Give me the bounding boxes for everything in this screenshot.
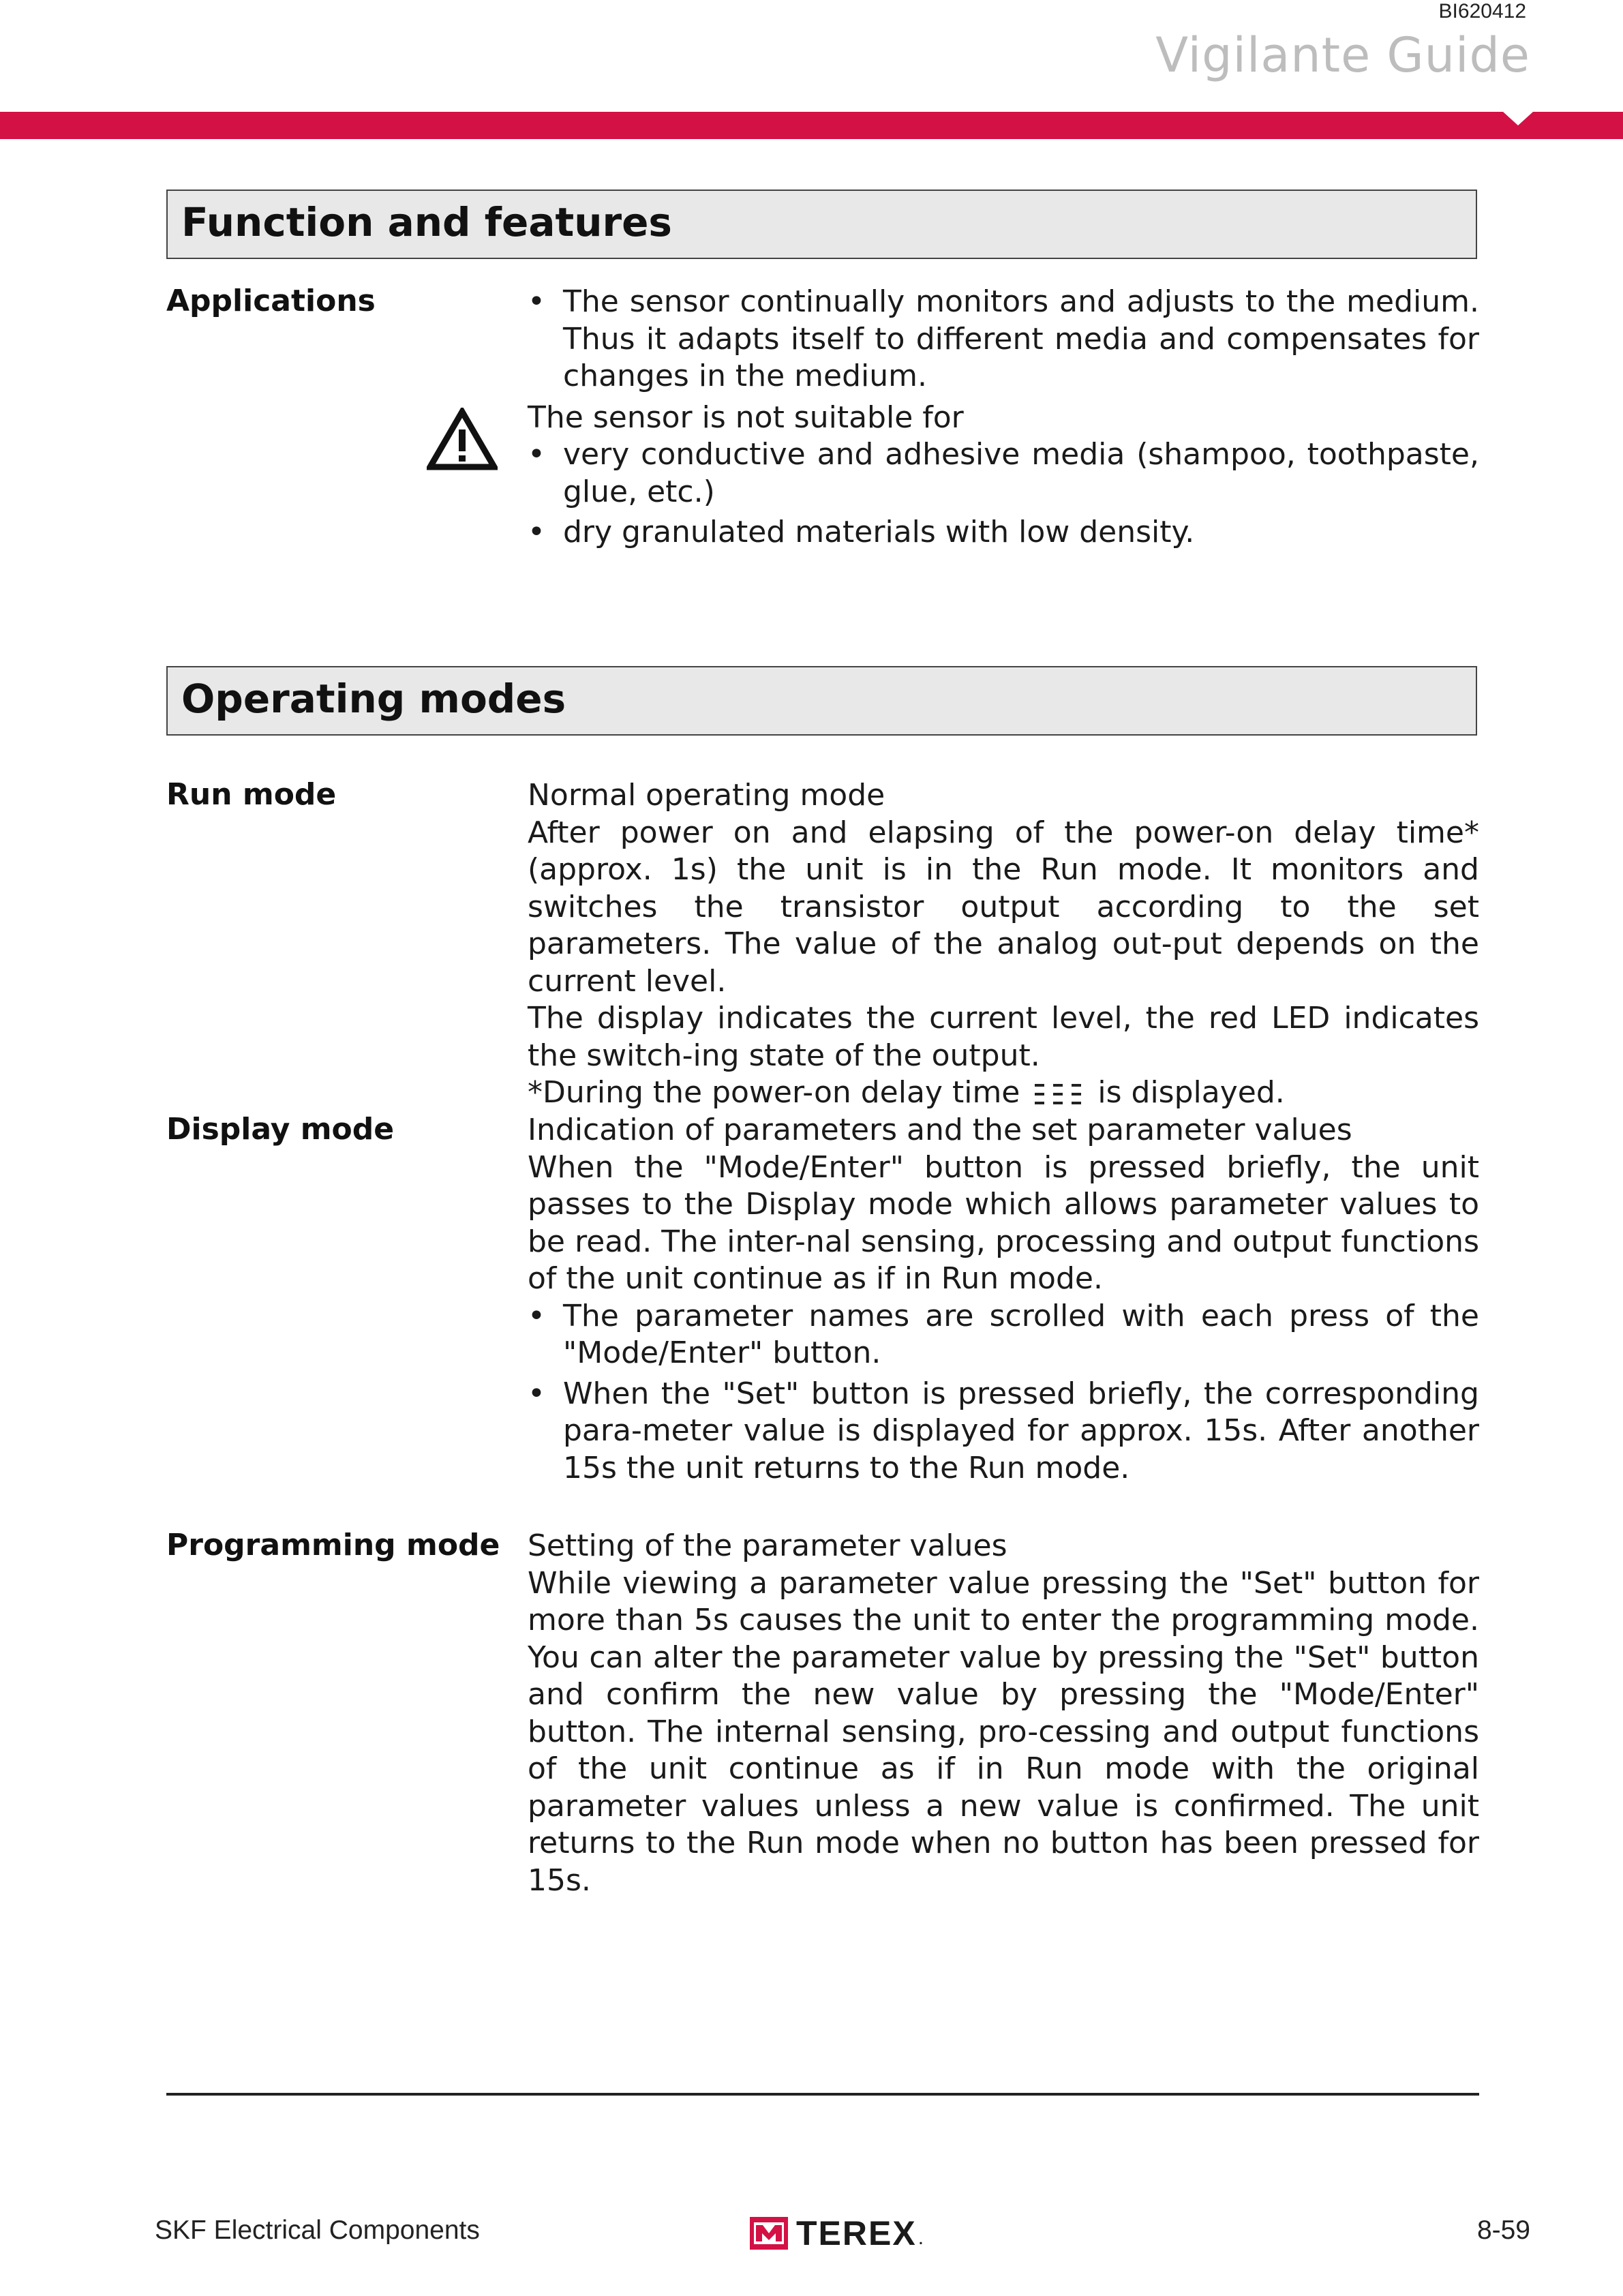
display-mode-body <box>528 1112 1479 1487</box>
run-mode-para1: After power on and elapsing of the power-on delay time* (approx. 1s) the unit is in the Run mode. It monitors and switches the transistor output according to the set parameters. The value of the analog out-put depends on the current level. <box>528 815 1479 999</box>
run-mode-label: Run mode <box>166 777 337 812</box>
list-item <box>528 514 1479 552</box>
terex-logo <box>750 2214 924 2252</box>
display-mode-label: Display mode <box>166 1112 395 1147</box>
applications-list-1 <box>528 284 1479 395</box>
applications-list-2 <box>528 436 1479 552</box>
section-heading-text: Function and features <box>181 199 672 245</box>
header-accent-bar <box>0 112 1623 139</box>
page-number: 8-59 <box>1476 2216 1530 2245</box>
programming-mode-para1: While viewing a parameter value pressing the "Set" button for more than 5s causes the unit to enter the programming mode. You can alter the parameter value by pressing the "Set" button and confirm the new value by pressing the "Mode/Enter" button. The internal sensing, pro-cessing and output functions of the unit continue as if in Run mode with the original parameter values unless a new value is confirmed. The unit returns to the Run mode when no button has been pressed for 15s. <box>528 1565 1479 1898</box>
terex-crane-logo-icon <box>750 2217 788 2250</box>
applications-body <box>528 284 1479 552</box>
programming-mode-label: Programming mode <box>166 1528 500 1562</box>
display-mode-subtitle: Indication of parameters and the set parameter values <box>528 1113 1352 1147</box>
list-item-text: The sensor continually monitors and adjusts to the medium. Thus it adapts itself to different media and compensates for changes in the medium. <box>563 284 1479 393</box>
applications-label: Applications <box>166 284 376 318</box>
section-heading-function <box>166 190 1477 259</box>
display-mode-para1: When the "Mode/Enter" button is pressed briefly, the unit passes to the Display mode which allows parameter values to be read. The inter-nal sensing, processing and output functions of the unit continue as if in Run mode. <box>528 1149 1479 1296</box>
bullet-marker: • <box>528 284 545 319</box>
list-item-text: very conductive and adhesive media (shampoo, toothpaste, glue, etc.) <box>563 437 1479 509</box>
list-item-text: When the "Set" button is pressed briefly, the corresponding para-meter value is displayed for approx. 15s. After another 15s the unit returns to the Run mode. <box>563 1376 1479 1485</box>
run-mode-footnote <box>528 1074 1479 1112</box>
footer-rule <box>166 2093 1479 2096</box>
footnote-text-before: *During the power-on delay time <box>528 1075 1020 1110</box>
bullet-marker: • <box>528 1298 545 1333</box>
bullet-marker: • <box>528 437 545 472</box>
footer-company: SKF Electrical Components <box>155 2216 480 2245</box>
logo-mark: . <box>917 2226 924 2249</box>
list-item <box>528 436 1479 511</box>
section-heading-text: Operating modes <box>181 676 566 722</box>
list-item <box>528 1376 1479 1487</box>
document-code: BI620412 <box>1438 0 1526 22</box>
bullet-marker: • <box>528 1376 545 1411</box>
bullet-marker: • <box>528 515 545 549</box>
logo-text: TEREX <box>796 2214 917 2252</box>
list-item <box>528 284 1479 395</box>
footnote-text-after: is displayed. <box>1097 1075 1285 1110</box>
guide-title: Vigilante Guide <box>1155 27 1530 83</box>
run-mode-para2: The display indicates the current level, the red LED indicates the switch-ing state of the output. <box>528 1001 1479 1073</box>
not-suitable-intro: The sensor is not suitable for <box>528 399 964 435</box>
list-item-text: dry granulated materials with low density. <box>563 515 1195 549</box>
list-item-text: The parameter names are scrolled with each press of the "Mode/Enter" button. <box>563 1298 1479 1370</box>
run-mode-body <box>528 777 1479 1112</box>
list-item <box>528 1298 1479 1372</box>
header-notch <box>1503 112 1533 125</box>
section-heading-operating <box>166 666 1477 736</box>
display-mode-list <box>528 1298 1479 1487</box>
warning-triangle-icon <box>427 408 498 470</box>
run-mode-subtitle: Normal operating mode <box>528 778 885 813</box>
programming-mode-subtitle: Setting of the parameter values <box>528 1528 1007 1563</box>
segment-display-icon <box>1033 1083 1084 1106</box>
programming-mode-body <box>528 1528 1479 1899</box>
